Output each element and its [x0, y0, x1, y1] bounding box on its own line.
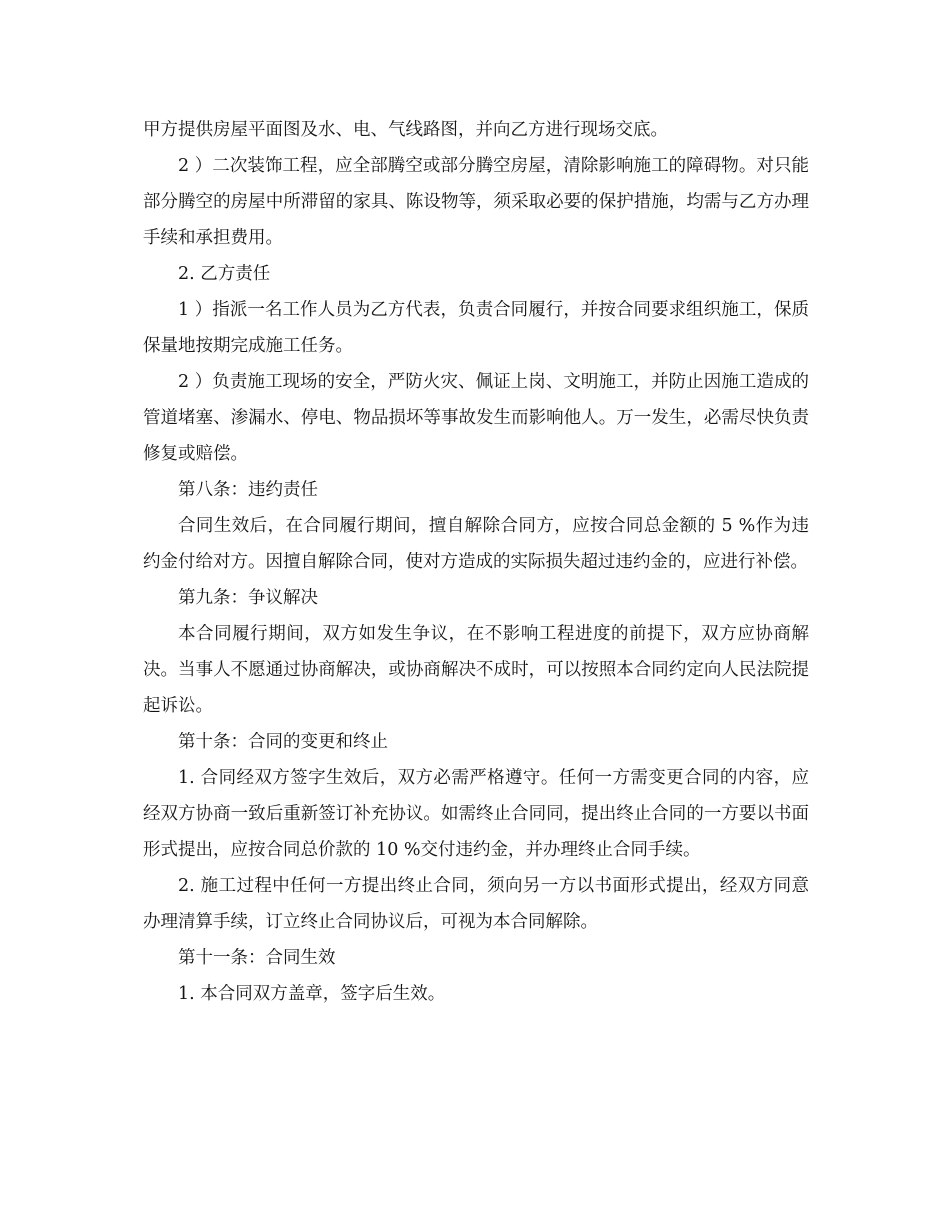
article-heading: 第十条：合同的变更和终止 [178, 732, 388, 752]
article-heading: 第十一条：合同生效 [178, 948, 336, 968]
paragraph: 甲方提供房屋平面图及水、电、气线路图，并向乙方进行现场交底。 [143, 120, 668, 140]
paragraph: 1. 合同经双方签字生效后，双方必需严格遵守。任何一方需变更合同的内容，应经双方协商一致后重新签订补充协议。如需终止合同同，提出终止合同的一方要以书面形式提出，应按合同总价款的 10 %交付违约金，并办理终止合同手续。 [143, 768, 809, 860]
document-body [143, 112, 809, 1012]
paragraph: 1 ）指派一名工作人员为乙方代表，负责合同履行，并按合同要求组织施工，保质保量地按期完成施工任务。 [143, 300, 809, 356]
article-heading: 第八条：违约责任 [178, 480, 318, 500]
paragraph: 1. 本合同双方盖章，签字后生效。 [178, 984, 446, 1004]
paragraph: 2 ）负责施工现场的安全，严防火灾、佩证上岗、文明施工，并防止因施工造成的管道堵塞、渗漏水、停电、物品损坏等事故发生而影响他人。万一发生，必需尽快负责修复或赔偿。 [143, 372, 809, 464]
paragraph: 2 ）二次装饰工程，应全部腾空或部分腾空房屋，清除影响施工的障碍物。对只能部分腾空的房屋中所滞留的家具、陈设物等，须采取必要的保护措施，均需与乙方办理手续和承担费用。 [143, 156, 809, 248]
paragraph: 2. 施工过程中任何一方提出终止合同，须向另一方以书面形式提出，经双方同意办理清算手续，订立终止合同协议后，可视为本合同解除。 [143, 876, 809, 932]
section-heading: 2. 乙方责任 [178, 264, 271, 284]
article-heading: 第九条：争议解决 [178, 588, 318, 608]
paragraph: 合同生效后，在合同履行期间，擅自解除合同方，应按合同总金额的 5 %作为违约金付给对方。因擅自解除合同，使对方造成的实际损失超过违约金的，应进行补偿。 [143, 516, 809, 572]
paragraph: 本合同履行期间，双方如发生争议，在不影响工程进度的前提下，双方应协商解决。当事人不愿通过协商解决，或协商解决不成时，可以按照本合同约定向人民法院提起诉讼。 [143, 624, 809, 716]
